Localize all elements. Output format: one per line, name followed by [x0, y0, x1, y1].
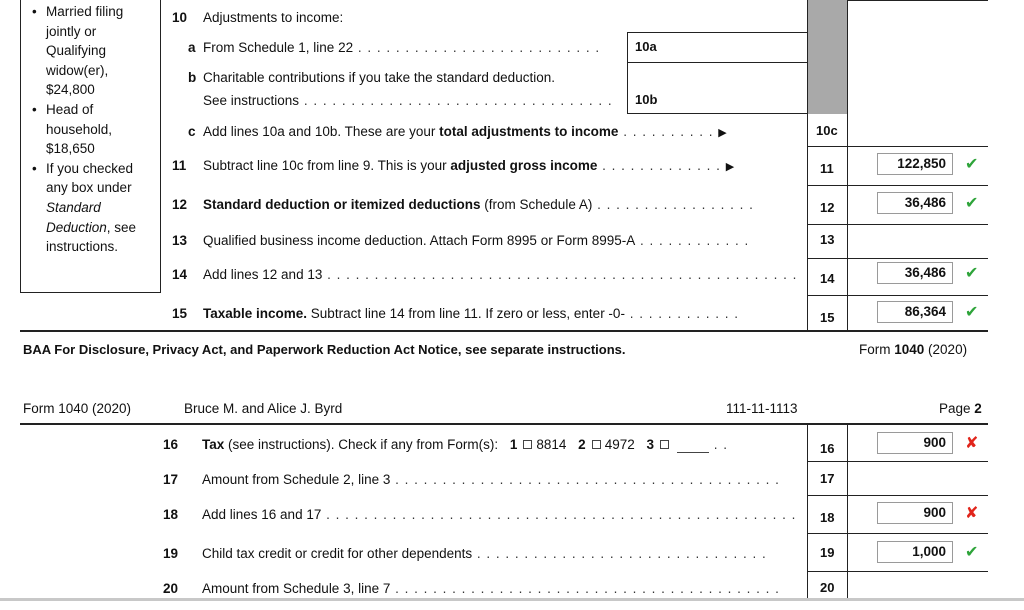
cross-icon: ✘: [965, 435, 979, 452]
box-12-label: 12: [820, 200, 835, 215]
box-10a-label: 10a: [635, 39, 657, 54]
line-15-value-field[interactable]: 86,364: [877, 301, 953, 323]
box-18-label: 18: [820, 510, 835, 525]
line-16-number: 16: [163, 437, 179, 452]
page-bottom-edge: [0, 598, 1024, 601]
cross-icon: ✘: [965, 505, 979, 522]
page2-form-label: Form 1040 (2020): [23, 401, 132, 416]
baa-notice: BAA For Disclosure, Privacy Act, and Paperwork Reduction Act Notice, see separate instructions.: [23, 342, 626, 357]
line-20-label: Amount from Schedule 3, line 7 . . . . . . . . . . . . . . . . . . . . . . . . . . . . . . . . . . . . . . . . .: [202, 581, 780, 596]
page-number: Page 2: [939, 401, 982, 416]
line-13-label: Qualified business income deduction. Attach Form 8995 or Form 8995-A . . . . . . . . . . . .: [203, 233, 750, 248]
row-16-bottom: [808, 461, 988, 462]
line-16-label: Tax (see instructions). Check if any from Form(s): 1 8814 2 4972 3 . .: [202, 437, 729, 452]
box-15-label: 15: [820, 310, 835, 325]
check-icon: ✔: [965, 304, 979, 321]
line-12-number: 12: [172, 197, 188, 212]
line-19-label: Child tax credit or credit for other dependents . . . . . . . . . . . . . . . . . . . . . . . . . . . . . . .: [202, 546, 767, 561]
check-icon: ✔: [965, 156, 979, 173]
box-column-right: [847, 0, 848, 330]
box-10b-label: 10b: [635, 92, 658, 107]
line-16-value-field[interactable]: 900: [877, 432, 953, 454]
box-13-label: 13: [820, 232, 835, 247]
line-10-number: 10: [172, 10, 188, 25]
line-14-number: 14: [172, 267, 188, 282]
sidebar-bottom-border: [20, 292, 161, 293]
box-14-label: 14: [820, 271, 835, 286]
check-icon: ✔: [965, 265, 979, 282]
sidebar-item-mfj: • Married filing jointly or Qualifying widow(er), $24,800: [32, 2, 160, 100]
line-19-value-field[interactable]: 1,000: [877, 541, 953, 563]
filing-status-sidebar: [32, 2, 160, 257]
row-11-bottom: [808, 185, 988, 186]
line-11-number: 11: [172, 158, 187, 173]
sidebar-item-checked: • If you checked any box under Standard Deduction, see instructions.: [32, 159, 160, 257]
row-12-bottom: [808, 224, 988, 225]
box-10a-left: [627, 32, 628, 113]
line-15-label: Taxable income. Subtract line 14 from line 11. If zero or less, enter -0- . . . . . . . . . . . .: [203, 306, 739, 321]
other-form-input[interactable]: [677, 437, 709, 453]
box-11-label: 11: [820, 161, 834, 176]
row-14-bottom: [808, 295, 988, 296]
row-10c-bottom: [808, 146, 988, 147]
taxpayer-ssn: 111-11-1113: [726, 401, 798, 416]
shaded-column: [808, 0, 847, 114]
form-8814-checkbox[interactable]: [523, 440, 532, 449]
line-17-number: 17: [163, 472, 179, 487]
line-10b-label: Charitable contributions if you take the standard deduction.: [203, 70, 555, 85]
row-17-bottom: [808, 495, 988, 496]
row-13-bottom: [808, 258, 988, 259]
taxpayer-names: Bruce M. and Alice J. Byrd: [184, 401, 343, 416]
line-10a-label: From Schedule 1, line 22 . . . . . . . . . . . . . . . . . . . . . . . . . .: [203, 40, 601, 55]
box-16-label: 16: [820, 441, 835, 456]
line-18-value-field[interactable]: 900: [877, 502, 953, 524]
other-form-checkbox[interactable]: [660, 440, 669, 449]
line-10a-letter: a: [188, 40, 196, 55]
form-4972-checkbox[interactable]: [592, 440, 601, 449]
box-19-label: 19: [820, 545, 835, 560]
line-10c-label: Add lines 10a and 10b. These are your total adjustments to income . . . . . . . . . . ▶: [203, 124, 727, 139]
row-18-bottom: [808, 533, 988, 534]
sidebar-item-hoh: • Head of household, $18,650: [32, 100, 160, 159]
line-17-label: Amount from Schedule 2, line 3 . . . . . . . . . . . . . . . . . . . . . . . . . . . . . . . . . . . . . . . . .: [202, 472, 780, 487]
line-18-label: Add lines 16 and 17 . . . . . . . . . . . . . . . . . . . . . . . . . . . . . . . . . . . . . . . . . . . . . . . . . .: [202, 507, 797, 522]
box-17-label: 17: [820, 471, 835, 486]
line-12-label: Standard deduction or itemized deductions (from Schedule A) . . . . . . . . . . . . . . . . .: [203, 197, 754, 212]
box-10c-label: 10c: [816, 123, 838, 138]
line-13-number: 13: [172, 233, 188, 248]
line-14-value-field[interactable]: 36,486: [877, 262, 953, 284]
sidebar-left-border: [20, 0, 21, 293]
box-column-left: [807, 0, 808, 330]
section-bottom-border: [20, 330, 988, 332]
line-20-number: 20: [163, 581, 179, 596]
page2-header-border: [20, 423, 988, 425]
sidebar-right-border: [160, 0, 161, 293]
box-10a-top: [627, 32, 808, 33]
form-footer-label: Form 1040 (2020): [859, 342, 968, 357]
line-10b-letter: b: [188, 70, 197, 85]
box-20-label: 20: [820, 580, 835, 595]
line-11-value-field[interactable]: 122,850: [877, 153, 953, 175]
row-19-bottom: [808, 571, 988, 572]
line-11-label: Subtract line 10c from line 9. This is your adjusted gross income . . . . . . . . . . . . . ▶: [203, 158, 735, 173]
top-right-border: [848, 0, 988, 1]
check-icon: ✔: [965, 544, 979, 561]
line-10-label: Adjustments to income:: [203, 10, 344, 25]
box-10b-bottom: [627, 113, 808, 114]
check-icon: ✔: [965, 195, 979, 212]
line-10b-label-2: See instructions . . . . . . . . . . . . . . . . . . . . . . . . . . . . . . . . .: [203, 93, 613, 108]
line-12-value-field[interactable]: 36,486: [877, 192, 953, 214]
page2-box-column-left: [807, 425, 808, 600]
page2-box-column-right: [847, 425, 848, 600]
line-19-number: 19: [163, 546, 179, 561]
line-15-number: 15: [172, 306, 188, 321]
line-18-number: 18: [163, 507, 179, 522]
box-10a-bottom: [627, 62, 808, 63]
line-10c-letter: c: [188, 124, 196, 139]
line-14-label: Add lines 12 and 13 . . . . . . . . . . . . . . . . . . . . . . . . . . . . . . . . . . . . . . . . . . . . . . . . . .: [203, 267, 798, 282]
